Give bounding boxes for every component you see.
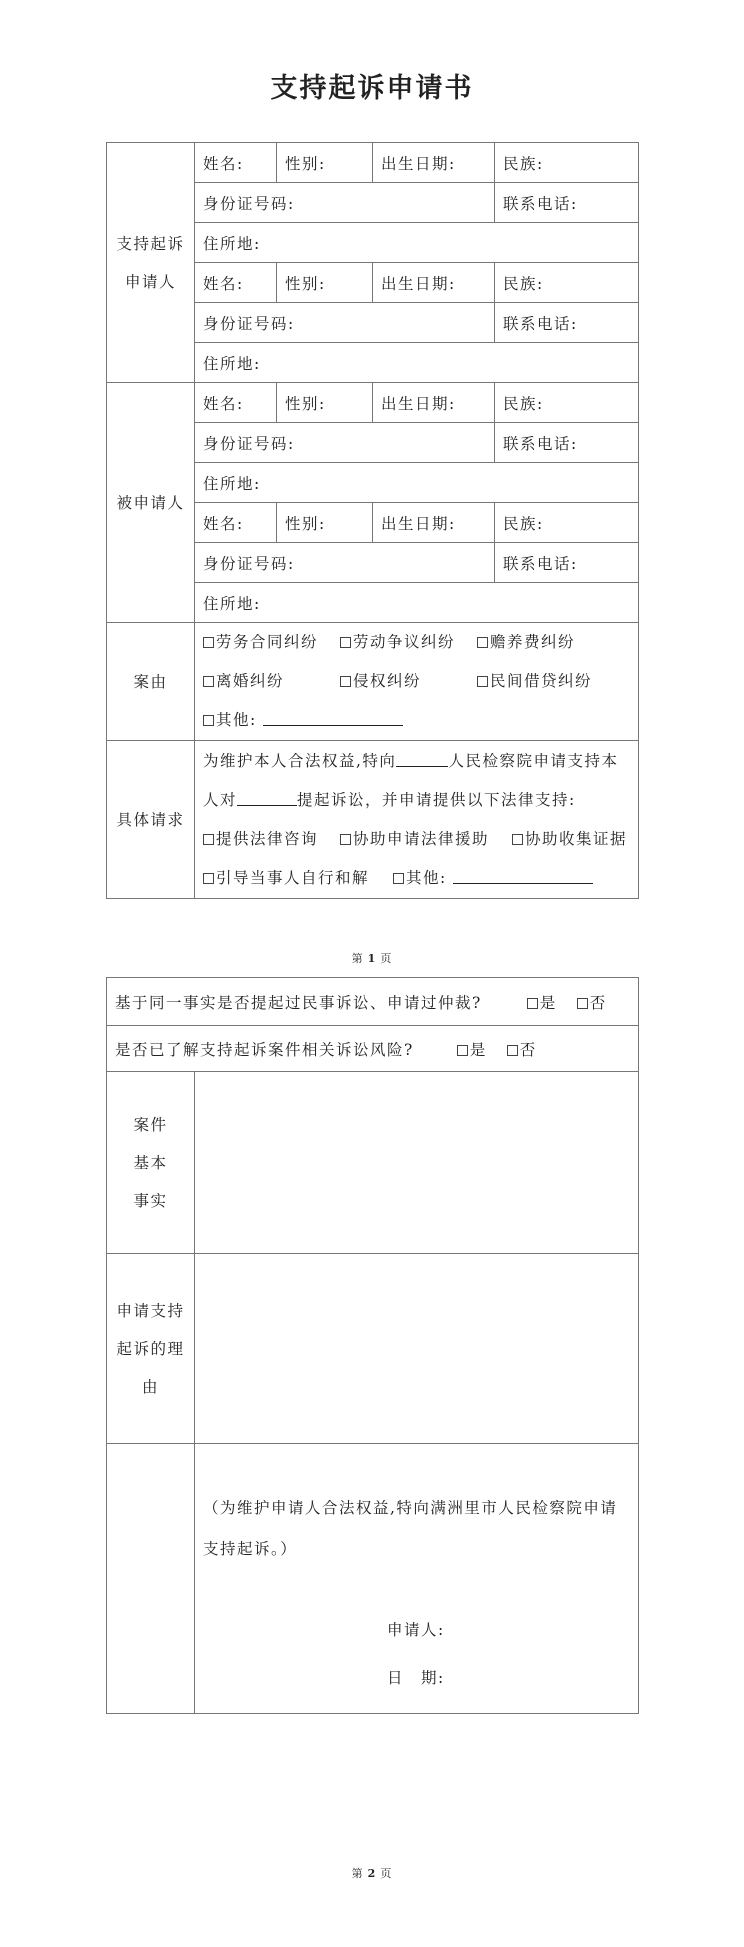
applicant-1-ethnicity-field[interactable]: 民族: (495, 143, 639, 183)
checkbox-icon[interactable] (203, 676, 214, 687)
applicant-1-address-field[interactable]: 住所地: (195, 223, 639, 263)
case-other-blank[interactable] (263, 711, 403, 726)
litigation-risk-no[interactable]: 否 (507, 1038, 537, 1060)
defendant-blank[interactable] (237, 791, 297, 806)
applicant-2-gender-field[interactable]: 性别: (277, 263, 373, 303)
respondent-2-ethnicity-field[interactable]: 民族: (495, 503, 639, 543)
litigation-risk-yes[interactable]: 是 (457, 1038, 507, 1060)
request-content: 为维护本人合法权益,特向 人民检察院申请支持本 人对 提起诉讼，并申请提供以下法律支持: 提供法律咨询 协助申请法律援助 协助收集证据 引导当事人自行和解 其他: (195, 741, 639, 899)
checkbox-icon[interactable] (203, 637, 214, 648)
date-label[interactable]: 日 期: (387, 1669, 445, 1687)
applicant-1-birthdate-field[interactable]: 出生日期: (373, 143, 495, 183)
checkbox-icon[interactable] (203, 715, 214, 726)
respondent-2-name-field[interactable]: 姓名: (195, 503, 277, 543)
case-option-labor-contract[interactable]: 劳务合同纠纷 (203, 623, 340, 662)
respondent-1-birthdate-field[interactable]: 出生日期: (373, 383, 495, 423)
request-option-settlement[interactable]: 引导当事人自行和解 (203, 859, 393, 898)
procuratorate-blank[interactable] (396, 752, 448, 767)
respondent-2-gender-field[interactable]: 性别: (277, 503, 373, 543)
reasons-field[interactable] (195, 1254, 639, 1444)
case-option-other[interactable]: 其他: (203, 701, 257, 740)
applicant-2-address-field[interactable]: 住所地: (195, 343, 639, 383)
applicant-2-phone-field[interactable]: 联系电话: (495, 303, 639, 343)
case-option-divorce[interactable]: 离婚纠纷 (203, 662, 340, 701)
case-cause-label: 案由 (107, 623, 195, 741)
case-facts-label: 案件 基本 事实 (107, 1072, 195, 1254)
request-option-legal-aid[interactable]: 协助申请法律援助 (340, 820, 512, 859)
checkbox-icon[interactable] (577, 998, 588, 1009)
checkbox-icon[interactable] (477, 676, 488, 687)
respondent-2-birthdate-field[interactable]: 出生日期: (373, 503, 495, 543)
applicant-2-ethnicity-field[interactable]: 民族: (495, 263, 639, 303)
respondent-2-address-field[interactable]: 住所地: (195, 583, 639, 623)
respondent-2-id-field[interactable]: 身份证号码: (195, 543, 495, 583)
declaration-cell (195, 1444, 639, 1714)
case-option-private-loan[interactable]: 民间借贷纠纷 (477, 662, 592, 701)
request-other-blank[interactable] (453, 869, 593, 884)
applicant-2-id-field[interactable]: 身份证号码: (195, 303, 495, 343)
applicant-1-id-field[interactable]: 身份证号码: (195, 183, 495, 223)
applicant-1-gender-field[interactable]: 性别: (277, 143, 373, 183)
question-prior-litigation: 基于同一事实是否提起过民事诉讼、申请过仲裁? 是 否 (107, 978, 639, 1026)
case-option-support-fee[interactable]: 赡养费纠纷 (477, 623, 575, 662)
checkbox-icon[interactable] (340, 637, 351, 648)
prior-litigation-yes[interactable]: 是 (527, 991, 577, 1013)
case-facts-field[interactable] (195, 1072, 639, 1254)
respondent-1-phone-field[interactable]: 联系电话: (495, 423, 639, 463)
checkbox-icon[interactable] (393, 873, 404, 884)
checkbox-icon[interactable] (457, 1045, 468, 1056)
question-litigation-risk: 是否已了解支持起诉案件相关诉讼风险? 是 否 (107, 1026, 639, 1072)
respondent-section-label: 被申请人 (107, 383, 195, 623)
checkbox-icon[interactable] (340, 676, 351, 687)
request-option-other[interactable]: 其他: (393, 859, 447, 898)
declaration-text: （为维护申请人合法权益,特向满洲里市人民检察院申请 支持起诉。） (203, 1499, 618, 1558)
applicant-signature-label[interactable]: 申请人: (387, 1621, 445, 1639)
document-title: 支持起诉申请书 (270, 73, 474, 104)
request-option-evidence[interactable]: 协助收集证据 (512, 820, 627, 859)
respondent-1-ethnicity-field[interactable]: 民族: (495, 383, 639, 423)
applicant-1-name-field[interactable]: 姓名: (195, 143, 277, 183)
respondent-1-name-field[interactable]: 姓名: (195, 383, 277, 423)
page-number-1: 第 1 页 (351, 952, 393, 965)
respondent-1-id-field[interactable]: 身份证号码: (195, 423, 495, 463)
applicant-2-birthdate-field[interactable]: 出生日期: (373, 263, 495, 303)
request-label: 具体请求 (107, 741, 195, 899)
page-number-2: 第 2 页 (351, 1867, 393, 1880)
case-option-tort[interactable]: 侵权纠纷 (340, 662, 477, 701)
respondent-2-phone-field[interactable]: 联系电话: (495, 543, 639, 583)
applicant-2-name-field[interactable]: 姓名: (195, 263, 277, 303)
case-details-table (106, 977, 639, 1714)
case-option-labor-dispute[interactable]: 劳动争议纠纷 (340, 623, 477, 662)
declaration-side-cell (107, 1444, 195, 1714)
checkbox-icon[interactable] (203, 834, 214, 845)
reasons-label: 申请支持 起诉的理 由 (107, 1254, 195, 1444)
case-cause-options (195, 623, 639, 741)
prior-litigation-no[interactable]: 否 (577, 991, 607, 1013)
respondent-1-gender-field[interactable]: 性别: (277, 383, 373, 423)
checkbox-icon[interactable] (477, 637, 488, 648)
checkbox-icon[interactable] (203, 873, 214, 884)
request-option-legal-consult[interactable]: 提供法律咨询 (203, 820, 340, 859)
applicant-info-table (106, 142, 639, 899)
checkbox-icon[interactable] (527, 998, 538, 1009)
checkbox-icon[interactable] (507, 1045, 518, 1056)
applicant-1-phone-field[interactable]: 联系电话: (495, 183, 639, 223)
applicant-section-label: 支持起诉 申请人 (107, 143, 195, 383)
respondent-1-address-field[interactable]: 住所地: (195, 463, 639, 503)
checkbox-icon[interactable] (340, 834, 351, 845)
checkbox-icon[interactable] (512, 834, 523, 845)
